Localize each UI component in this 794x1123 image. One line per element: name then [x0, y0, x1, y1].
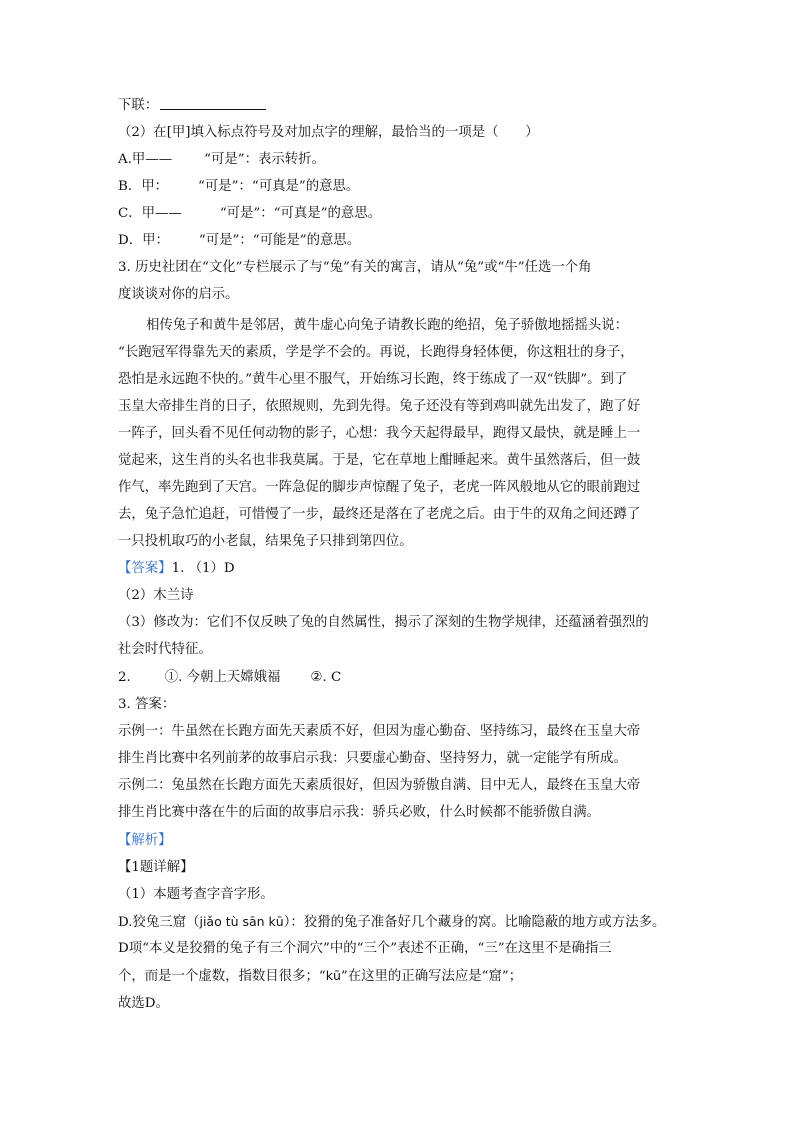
option-c-label: C．甲—— — [118, 206, 182, 221]
analysis-d-line-2 — [118, 966, 678, 986]
fable-paragraph-line-9: 一只投机取巧的小老鼠，结果兔子只排到第四位。 — [118, 534, 413, 549]
answer-1-1: 1. （1）D — [171, 561, 235, 576]
analysis-d-text-2: ”在这里的正确写法应是“窟”； — [340, 969, 523, 984]
answer-3-heading: 3. 答案： — [118, 697, 176, 712]
analysis-d-text-1: 个，而是一个虚数，指数目很多；“ — [118, 969, 326, 984]
example-2-line-2: 排生肖比赛中落在牛的后面的故事启示我：骄兵必败，什么时候都不能骄傲自满。 — [118, 805, 601, 820]
question-3-stem-1: 3. 历史社团在“文化”专栏展示了与“兔”有关的寓言，请从“兔”或“牛”任选一个角 — [118, 260, 592, 275]
fable-paragraph-line-1: 相传兔子和黄牛是邻居，黄牛虚心向兔子请教长跑的绝招，兔子骄傲地摇摇头说： — [146, 318, 629, 333]
couplet-answer-line — [118, 96, 678, 116]
answer-1-2: （2）木兰诗 — [118, 588, 194, 603]
analysis-d-line-1: D项“本义是狡猾的兔子有三个洞穴”中的“三个”表述不正确，“三”在这里不是确指三 — [118, 941, 612, 956]
analysis-conclusion: 故选D。 — [118, 996, 169, 1011]
analysis-idiom-line — [118, 912, 678, 932]
answer-heading-line — [118, 559, 678, 579]
ku-pinyin: kū — [325, 968, 341, 983]
fable-paragraph-line-2: “长跑冠军得靠先天的素质，学是学不会的。再说，长跑得身轻体便，你这粗壮的身子， — [118, 345, 634, 360]
option-b — [118, 177, 678, 197]
answer-1-3-line-1: （3）修改为：它们不仅反映了兔的自然属性，揭示了深刻的生物学规律，还蕴涵着强烈的 — [118, 615, 649, 630]
fable-paragraph-line-4: 玉皇大帝排生肖的日子，依照规则，先到先得。兔子还没有等到鸡叫就先出发了，跑了好 — [118, 399, 641, 414]
idiom-pinyin: jiǎo tù sān kū — [199, 914, 284, 929]
option-a — [118, 150, 678, 170]
answer-heading: 【答案】 — [118, 561, 172, 576]
couplet-label: 下联： — [118, 98, 159, 113]
option-b-text: “可是”：“可真是”的意思。 — [198, 179, 360, 194]
fable-paragraph-line-8: 去，兔子急忙追赶，可惜慢了一步，最终还是落在了老虎之后。由于牛的双角之间还蹲了 — [118, 507, 641, 522]
question-3-stem-2: 度谈谈对你的启示。 — [118, 287, 239, 302]
analysis-heading: 【解析】 — [118, 833, 172, 848]
option-a-label: A.甲—— — [118, 152, 173, 167]
example-1-line-2: 排生肖比赛中名列前茅的故事启示我：只要虚心勤奋、坚持努力，就一定能学有所成。 — [118, 751, 627, 766]
question-2-stem: （2）在[甲]填入标点符号及对加点字的理解，最恰当的一项是（ ） — [118, 125, 539, 140]
fable-paragraph-line-3: 恐怕是永远跑不快的。”黄牛心里不服气，开始练习长跑，终于练成了一双“铁脚”。到了 — [118, 372, 628, 387]
option-c-text: “可是”：“可真是”的意思。 — [219, 206, 382, 221]
idiom-meaning: ）：狡猾的兔子准备好几个藏身的窝。比喻隐蔽的地方或方法多。 — [283, 915, 666, 930]
example-2-line-1: 示例二：兔虽然在长跑方面先天素质很好，但因为骄傲自满、目中无人，最终在玉皇大帝 — [118, 778, 641, 793]
answer-2-part-1: ①. 今朝上天嫦娥福 — [164, 670, 281, 685]
example-1-line-1: 示例一：牛虽然在长跑方面先天素质不好，但因为虚心勤奋、坚持练习，最终在玉皇大帝 — [118, 724, 641, 739]
question-1-detail-heading: 【1题详解】 — [118, 860, 194, 875]
option-d-text: “可是”：“可能是”的意思。 — [198, 233, 361, 248]
fable-paragraph-line-6: 觉起来，这生肖的头名也非我莫属。于是，它在草地上酣睡起来。黄牛虽然落后，但一鼓 — [118, 453, 641, 468]
answer-2-line — [118, 668, 678, 688]
answer-2-number: 2. — [118, 670, 131, 685]
idiom-text: D.狡兔三窟（ — [118, 915, 200, 930]
option-d-label: D．甲： — [118, 233, 169, 248]
answer-2-part-2: ②. C — [310, 670, 342, 685]
option-b-label: B．甲： — [118, 179, 169, 194]
answer-blank — [160, 96, 266, 110]
fable-paragraph-line-7: 作气，率先跑到了天宫。一阵急促的脚步声惊醒了兔子，老虎一阵风般地从它的眼前跑过 — [118, 480, 641, 495]
option-c — [118, 204, 678, 224]
analysis-1-1: （1）本题考查字音字形。 — [118, 887, 274, 902]
answer-1-3-line-2: 社会时代特征。 — [118, 642, 212, 657]
option-a-text: “可是”：表示转折。 — [204, 152, 325, 167]
option-d — [118, 231, 678, 251]
fable-paragraph-line-5: 一阵子，回头看不见任何动物的影子，心想：我今天起得最早，跑得又最快，就是睡上一 — [118, 426, 641, 441]
